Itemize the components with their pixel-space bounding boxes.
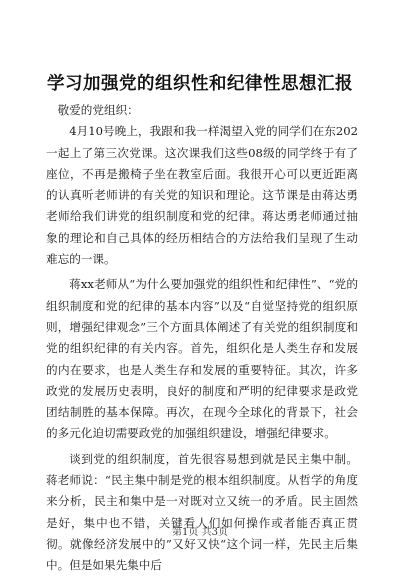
- document-title: 学习加强党的组织性和纪律性思想汇报: [47, 74, 353, 94]
- document-body: [46, 100, 358, 577]
- paragraph-2: 蒋xx老师从“为什么要加强党的组织性和纪律性”、“党的组织制度和党的纪律的基本内容”以及“自觉坚持党的组织原则，增强纪律观念”三个方面具体阐述了有关党的组织制度和党的组织纪律的有关内容。首先，组织化是人类生存和发展的内在要求，也是人类生存和发展的重要特征。其次，许多政党的发展历史表明，良好的制度和严明的纪律要求是政党团结制胜的基本保障。再次，在现今全球化的背景下，社会的多元化迫切需要政党的加强组织建设，增强纪律要求。: [46, 277, 358, 441]
- paragraph-3: 谈到党的组织制度，首先很容易想到就是民主集中制。蒋老师说：“民主集中制是党的根本组织制度。从哲学的角度来分析，民主和集中是一对既对立又统一的矛盾。民主固然是好，集中也不错，关键看人们如何操作或者能否真正贯彻。就像经济发展中的”又好又快“这个词一样，先民主后集中。但是如果先集中后: [46, 451, 358, 573]
- page-indicator: 第1页 共3页: [172, 527, 228, 538]
- salutation: 敬爱的党组织：: [57, 103, 139, 117]
- paragraph-1: 4月10号晚上，我跟和我一样渴望入党的同学们在东202一起上了第三次党课。这次课我们这些08级的同学终于有了座位，不再是搬椅子坐在教室后面。我很开心可以更近距离的认真听老师讲的有关党的知识和理论。这节课是由蒋达勇老师给我们讲党的组织制度和党的纪律。蒋达勇老师通过抽象的理论和自己具体的经历相结合的方法给我们呈现了生动难忘的一课。: [46, 124, 358, 267]
